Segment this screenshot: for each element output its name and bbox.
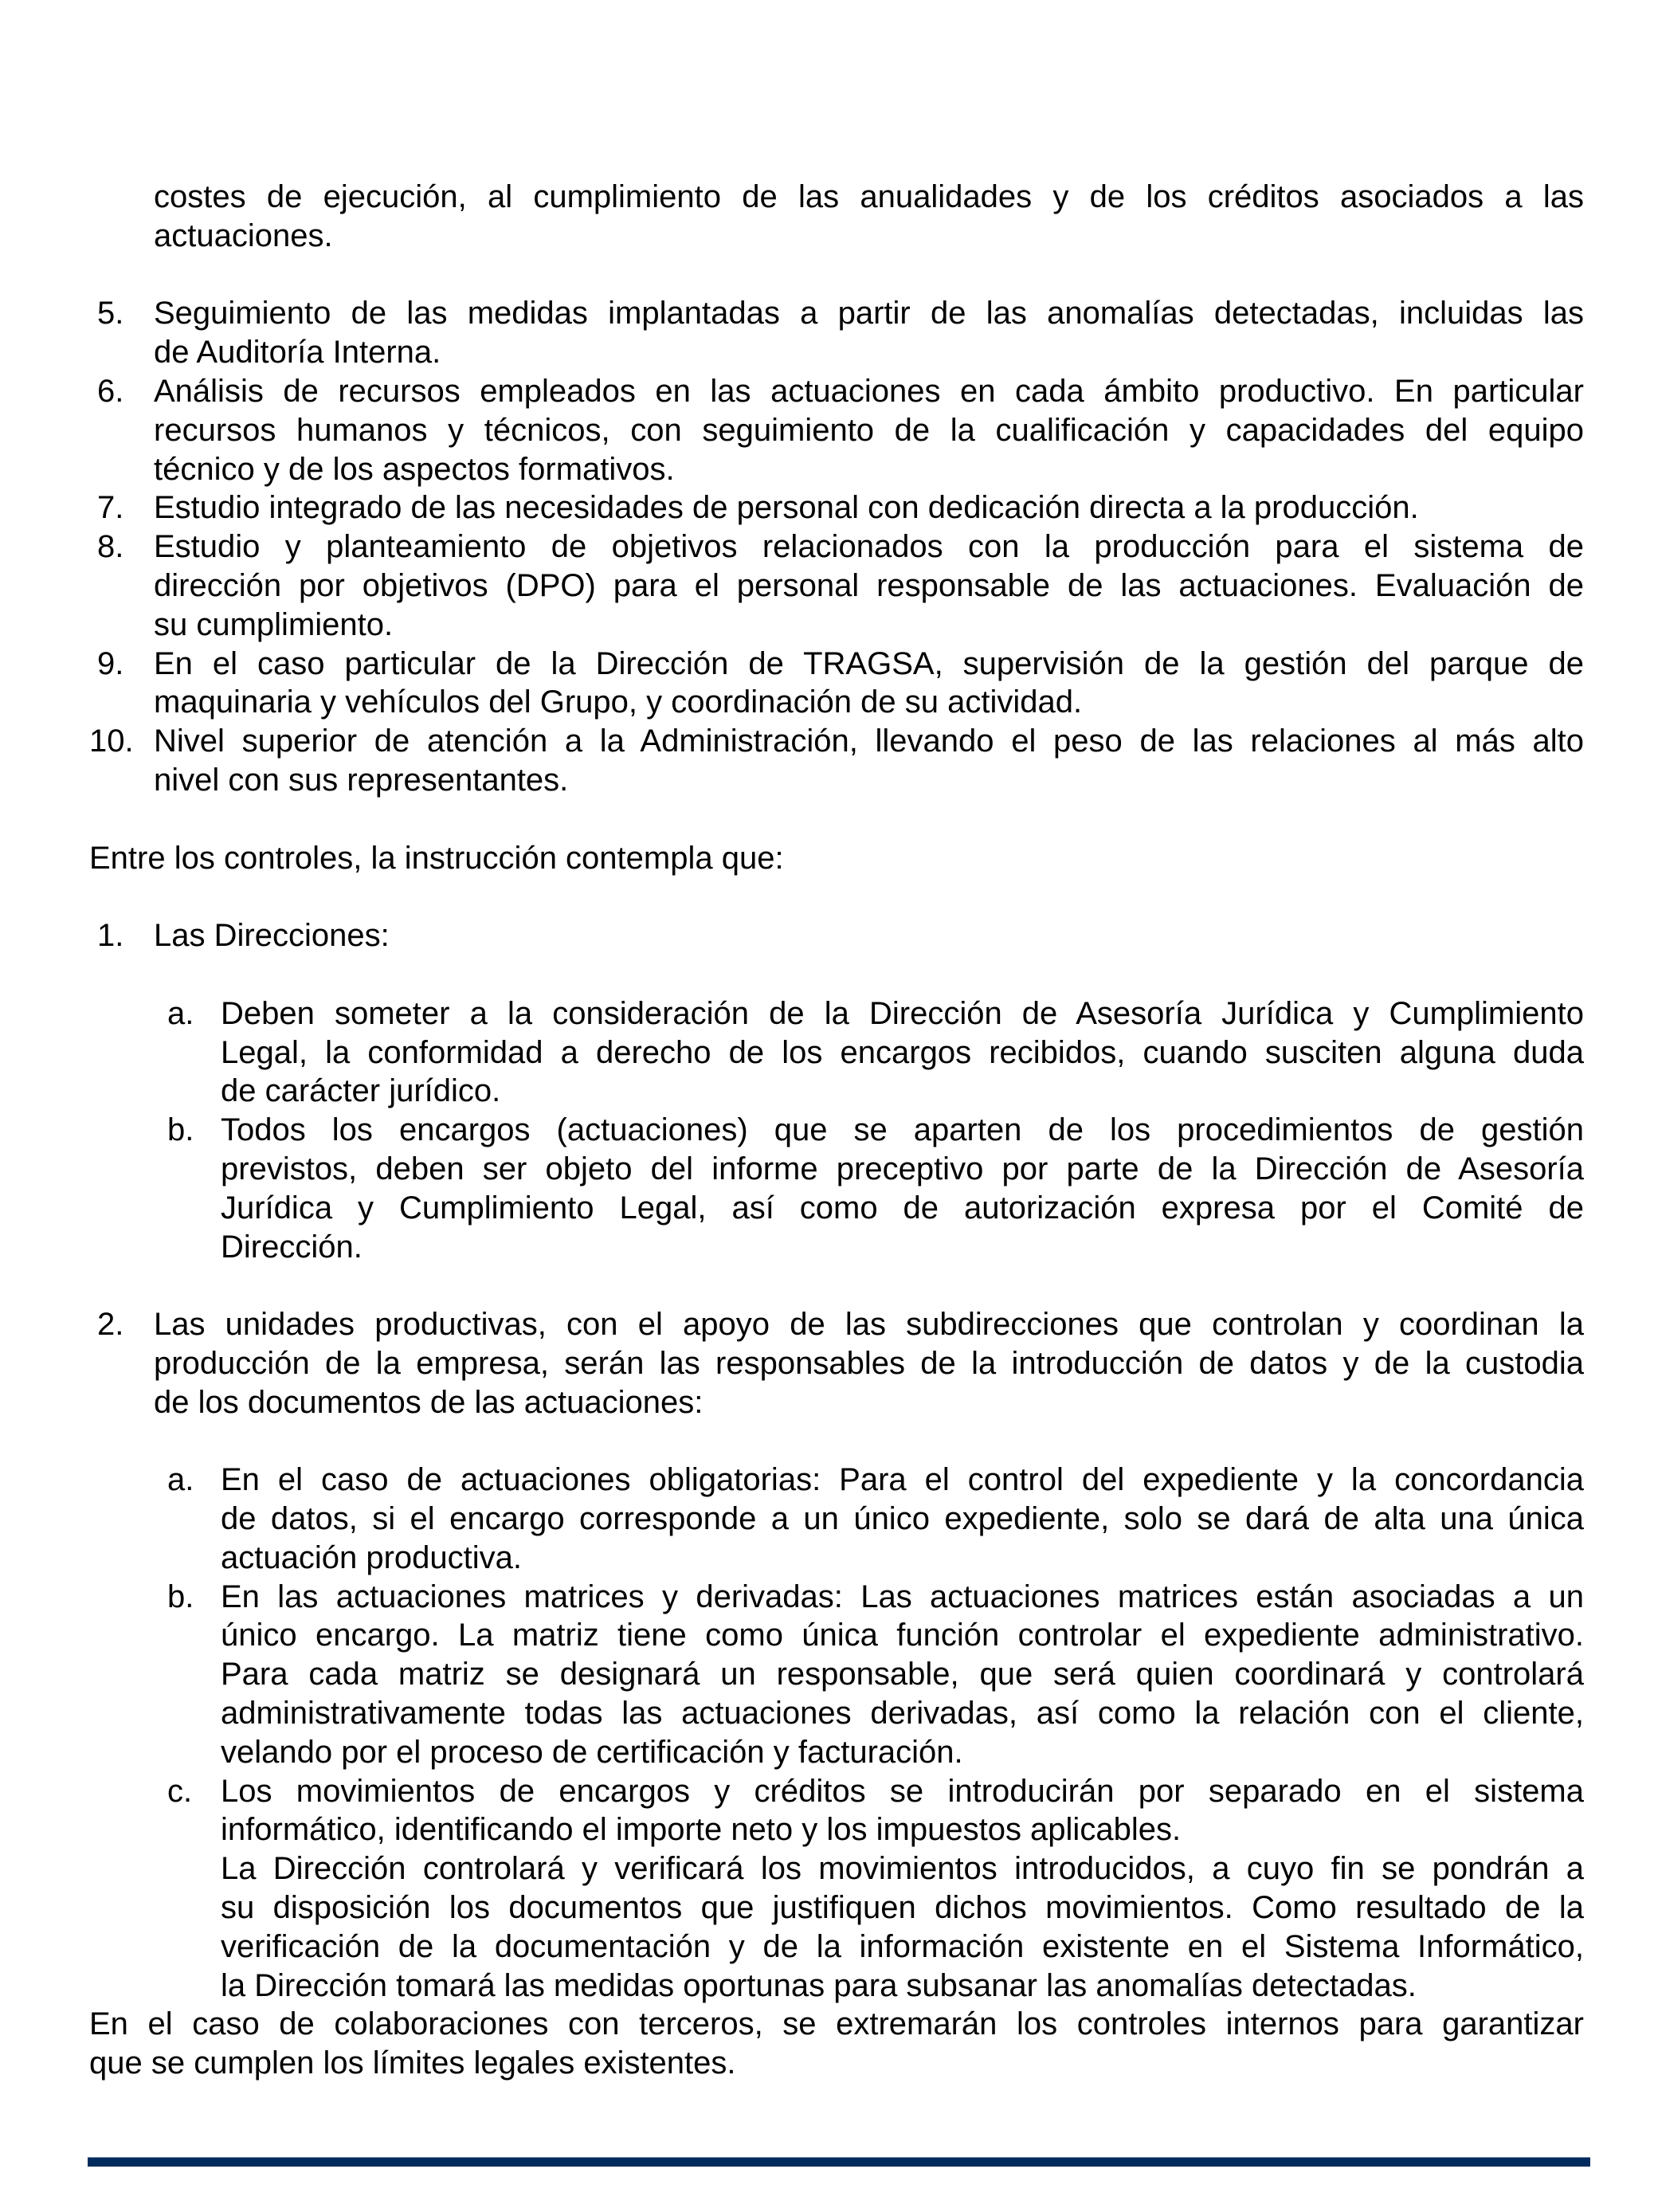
text-line: En las actuaciones matrices y derivadas: Las actuaciones matrices están asociadas a un [221,1579,1584,1614]
blank-line [0,256,1654,295]
text-line: recursos humanos y técnicos, con seguimiento de la cualificación y capacidades del equipo [154,412,1584,448]
text-line: informático, identificando el importe neto y los impuestos aplicables. [221,1812,1182,1848]
list-item [0,1111,1654,1266]
paragraph [0,178,1654,256]
text-line: Para cada matriz se designará un responsable, que será quien coordinará y controlará [221,1657,1584,1692]
text-line: previstos, deben ser objeto del informe preceptivo por parte de la Dirección de Asesoría [221,1151,1584,1186]
paragraph [0,2005,1654,2083]
list-marker: 9. [97,645,124,681]
list-item [0,1461,1654,1577]
text-line: Todos los encargos (actuaciones) que se aparten de los procedimientos de gestión [221,1112,1584,1148]
text-line: Las Direcciones: [154,918,390,954]
blank-line [0,955,1654,994]
footer-rule [88,2157,1590,2167]
list-marker: b. [167,1112,194,1148]
text-line: En el caso de colaboraciones con terceros, se extremarán los controles internos para garantizar [89,2006,1584,2042]
list-item [0,488,1654,528]
text-line: Dirección. [221,1229,363,1265]
list-marker: 7. [97,490,124,526]
list-item [0,372,1654,488]
text-line: velando por el proceso de certificación y facturación. [221,1734,963,1770]
text-line: Seguimiento de las medidas implantadas a partir de las anomalías detectadas, incluidas las [154,296,1584,331]
text-line: maquinaria y vehículos del Grupo, y coordinación de su actividad. [154,684,1083,720]
text-line: nivel con sus representantes. [154,762,569,798]
list-marker: b. [167,1579,194,1614]
text-line: de los documentos de las actuaciones: [154,1384,704,1420]
list-item [0,1772,1654,1850]
text-line: actuación productiva. [221,1539,523,1575]
list-marker: 10. [89,724,134,759]
list-marker: 1. [97,918,124,954]
text-line: costes de ejecución, al cumplimiento de las anualidades y de los créditos asociados a las [154,179,1584,214]
text-line: actuaciones. [154,218,333,253]
text-line: Nivel superior de atención a la Administración, llevando el peso de las relaciones al más alto [154,724,1584,759]
blank-line [0,800,1654,839]
text-line: verificación de la documentación y de la información existente en el Sistema Informático, [221,1928,1584,1964]
list-marker: a. [167,995,194,1031]
paragraph [0,1849,1654,2005]
text-line: Análisis de recursos empleados en las actuaciones en cada ámbito productivo. En particular [154,373,1584,409]
text-line: de datos, si el encargo corresponde a un único expediente, solo se dará de alta una única [221,1501,1584,1537]
text-line: Los movimientos de encargos y créditos se introducirán por separado en el sistema [221,1773,1584,1809]
text-line: su cumplimiento. [154,606,394,642]
text-line: Legal, la conformidad a derecho de los encargos recibidos, cuando susciten alguna duda [221,1034,1584,1070]
text-line: Las unidades productivas, con el apoyo de las subdirecciones que controlan y coordinan la [154,1307,1584,1343]
text-line: La Dirección controlará y verificará los movimientos introducidos, a cuyo fin se pondrán a [221,1851,1584,1887]
text-line: Entre los controles, la instrucción contempla que: [89,840,784,876]
text-line: de carácter jurídico. [221,1073,501,1109]
list-marker: 6. [97,373,124,409]
list-marker: 2. [97,1307,124,1343]
text-line: Estudio integrado de las necesidades de personal con dedicación directa a la producción. [154,490,1419,526]
blank-line [0,1422,1654,1461]
text-line: que se cumplen los límites legales existentes. [89,2045,736,2081]
paragraph [0,839,1654,878]
text-line: En el caso particular de la Dirección de TRAGSA, supervisión de la gestión del parque de [154,645,1584,681]
text-line: dirección por objetivos (DPO) para el personal responsable de las actuaciones. Evaluación de [154,567,1584,603]
text-line: Deben someter a la consideración de la Dirección de Asesoría Jurídica y Cumplimiento [221,995,1584,1031]
text-line: Jurídica y Cumplimiento Legal, así como de autorización expresa por el Comité de [221,1190,1584,1226]
text-line: producción de la empresa, serán las responsables de la introducción de datos y de la custodia [154,1345,1584,1381]
text-line: de Auditoría Interna. [154,335,441,371]
list-marker: a. [167,1462,194,1498]
list-marker: 8. [97,529,124,565]
list-item [0,722,1654,800]
text-line: único encargo. La matriz tiene como única función controlar el expediente administrativo. [221,1618,1584,1653]
list-item [0,916,1654,955]
blank-line [0,877,1654,916]
list-marker: 5. [97,296,124,331]
list-item [0,1305,1654,1422]
text-line: técnico y de los aspectos formativos. [154,451,675,487]
document-body [0,178,1654,2083]
text-line: En el caso de actuaciones obligatorias: Para el control del expediente y la concordancia [221,1462,1584,1498]
text-line: la Dirección tomará las medidas oportunas para subsanar las anomalías detectadas. [221,1967,1417,2003]
blank-line [0,1266,1654,1305]
text-line: su disposición los documentos que justifiquen dichos movimientos. Como resultado de la [221,1890,1584,1926]
text-line: Estudio y planteamiento de objetivos relacionados con la producción para el sistema de [154,529,1584,565]
list-item [0,1578,1654,1772]
list-marker: c. [167,1773,193,1809]
list-item [0,645,1654,723]
text-line: administrativamente todas las actuaciones derivadas, así como la relación con el cliente, [221,1696,1584,1732]
list-item [0,528,1654,644]
list-item [0,294,1654,372]
list-item [0,994,1654,1111]
